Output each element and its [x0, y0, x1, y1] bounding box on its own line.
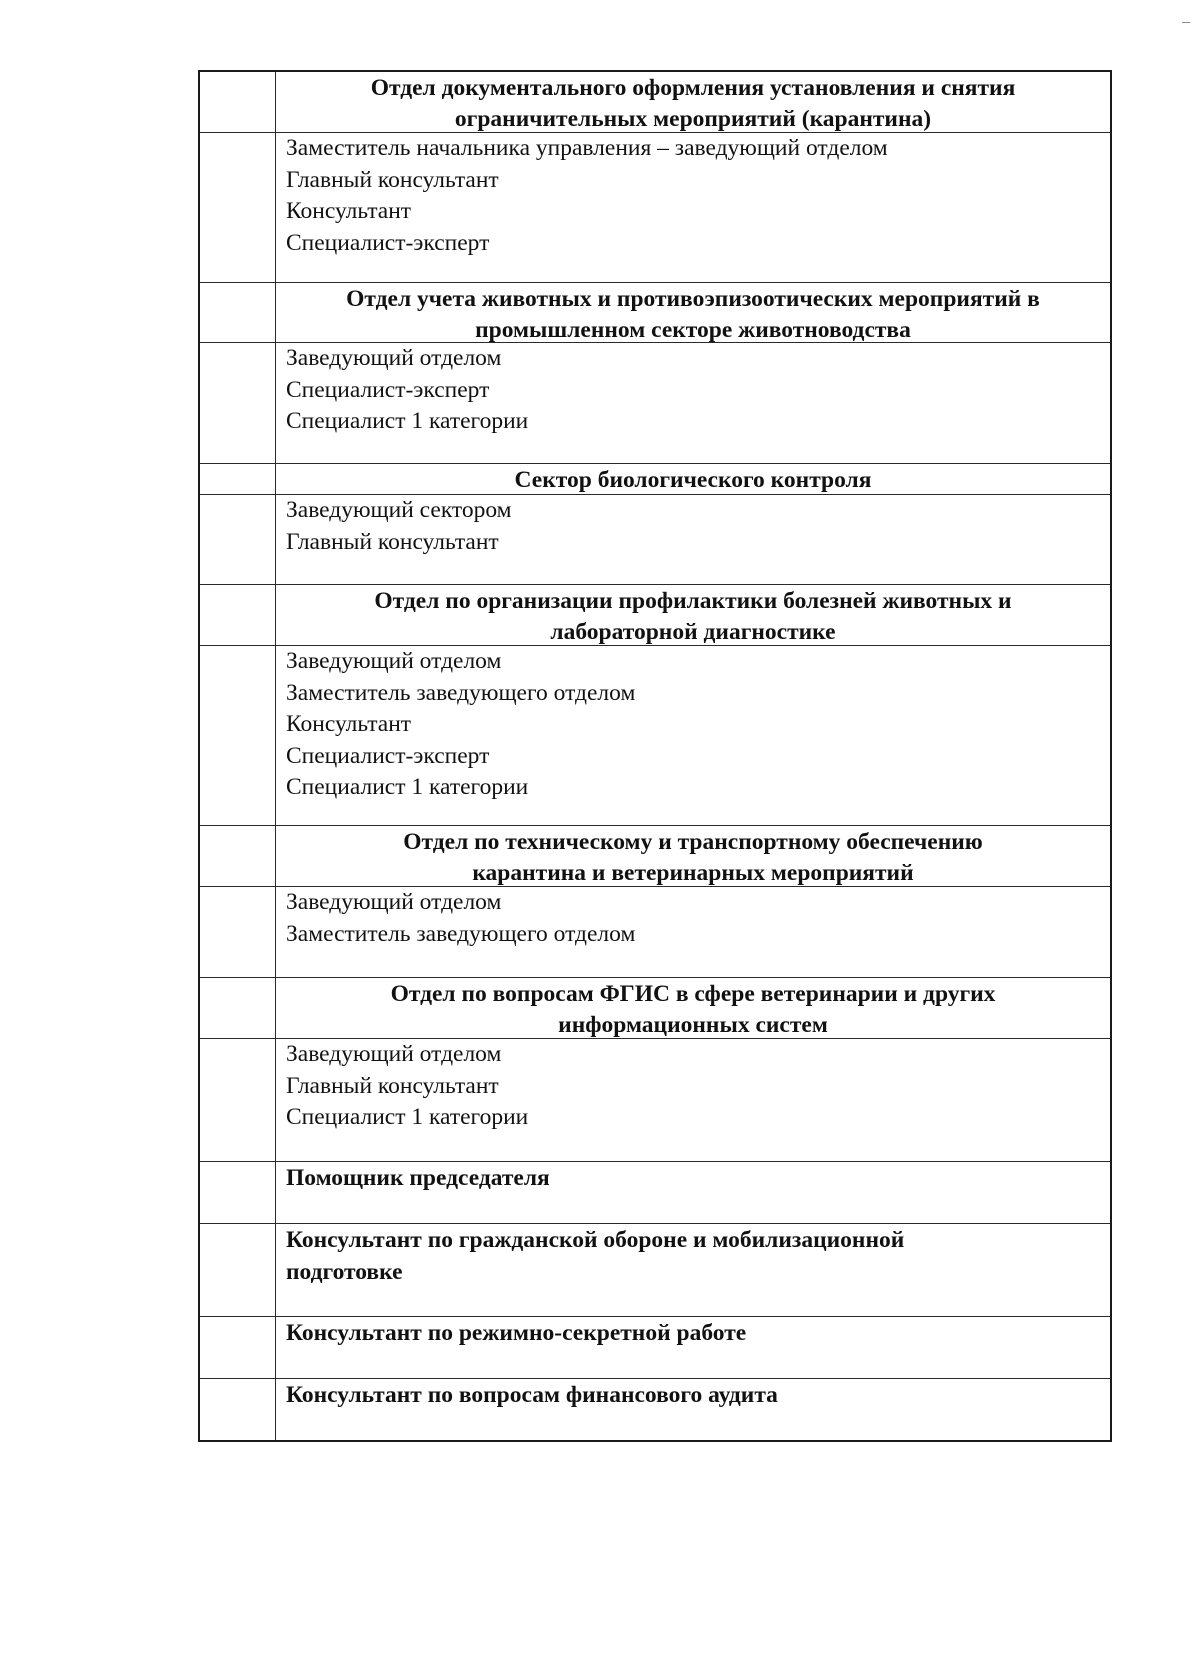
section-header-row [200, 463, 1110, 494]
single-position-line: Консультант по гражданской обороне и мобилизационной [286, 1227, 905, 1253]
section-positions-row [200, 886, 1110, 977]
section-title-line: Отдел учета животных и противоэпизоотических мероприятий в [346, 286, 1040, 312]
section-header-row [200, 282, 1110, 342]
single-position-row [200, 1316, 1110, 1378]
section-title-line: Отдел по вопросам ФГИС в сфере ветеринарии и других [390, 981, 996, 1007]
position-item: Специалист-эксперт [286, 229, 490, 256]
single-position-title [276, 1162, 1110, 1223]
position-item: Консультант [286, 711, 412, 737]
section-title [276, 585, 1110, 645]
number-cell [200, 283, 276, 342]
section-header-row [200, 584, 1110, 645]
position-item: Заместитель начальника управления – заведующий отделом [286, 135, 888, 161]
number-cell [200, 133, 276, 282]
single-position-row [200, 1223, 1110, 1316]
section-header-row [200, 825, 1110, 886]
section-title-line: Отдел по техническому и транспортному обеспечению [403, 829, 983, 855]
position-item: Заведующий отделом [286, 1041, 502, 1067]
number-cell [200, 1039, 276, 1161]
section-title-line: Отдел документального оформления установления и снятия [370, 75, 1016, 101]
section-title [276, 978, 1110, 1038]
section-header-row [200, 977, 1110, 1038]
positions-list [276, 495, 1110, 584]
single-position-title [276, 1379, 1110, 1440]
number-cell [200, 887, 276, 977]
position-item: Главный консультант [286, 166, 499, 193]
position-item: Заместитель заведующего отделом [286, 679, 636, 706]
position-item: Специалист-эксперт [286, 742, 490, 769]
section-positions-row [200, 1038, 1110, 1161]
positions-list [276, 887, 1110, 977]
single-position-row [200, 1378, 1110, 1440]
section-positions-row [200, 645, 1110, 825]
number-cell [200, 343, 276, 463]
section-title [276, 464, 1110, 494]
single-position-line: подготовке [286, 1258, 403, 1285]
positions-list [276, 646, 1110, 825]
position-item: Заведующий отделом [286, 889, 502, 915]
section-title [276, 72, 1110, 132]
number-cell [200, 1317, 276, 1378]
single-position-line: Консультант по вопросам финансового аудита [286, 1382, 778, 1408]
positions-list [276, 343, 1110, 463]
scan-mark [1182, 22, 1190, 23]
position-item: Заместитель заведующего отделом [286, 920, 636, 947]
section-header-row [200, 72, 1110, 132]
number-cell [200, 826, 276, 886]
positions-list [276, 133, 1110, 282]
number-cell [200, 978, 276, 1038]
section-positions-row [200, 494, 1110, 584]
position-item: Специалист 1 категории [286, 1104, 529, 1130]
section-title-line: Отдел по организации профилактики болезней животных и [374, 588, 1012, 614]
position-item: Заведующий сектором [286, 497, 512, 523]
position-item: Консультант [286, 198, 412, 224]
section-title-line: карантина и ветеринарных мероприятий [472, 860, 914, 886]
number-cell [200, 646, 276, 825]
number-cell [200, 495, 276, 584]
position-item: Специалист 1 категории [286, 408, 529, 434]
position-item: Главный консультант [286, 1072, 499, 1099]
single-position-line: Помощник председателя [286, 1165, 550, 1191]
single-position-title [276, 1224, 1110, 1316]
single-position-title [276, 1317, 1110, 1378]
single-position-row [200, 1161, 1110, 1223]
section-title [276, 826, 1110, 886]
number-cell [200, 585, 276, 645]
single-position-line: Консультант по режимно-секретной работе [286, 1320, 747, 1346]
positions-list [276, 1039, 1110, 1161]
position-item: Заведующий отделом [286, 345, 502, 371]
section-title-line: ограничительных мероприятий (карантина) [454, 106, 932, 132]
section-positions-row [200, 132, 1110, 282]
section-title-line: лабораторной диагностике [550, 619, 836, 645]
staff-structure-table [198, 70, 1112, 1442]
position-item: Специалист 1 категории [286, 774, 529, 800]
section-title-line: информационных систем [558, 1012, 828, 1038]
number-cell [200, 72, 276, 132]
position-item: Главный консультант [286, 528, 499, 555]
section-positions-row [200, 342, 1110, 463]
position-item: Специалист-эксперт [286, 376, 490, 403]
position-item: Заведующий отделом [286, 648, 502, 674]
number-cell [200, 1379, 276, 1440]
number-cell [200, 1224, 276, 1316]
number-cell [200, 1162, 276, 1223]
number-cell [200, 464, 276, 494]
section-title-line: Сектор биологического контроля [514, 467, 872, 493]
section-title-line: промышленном секторе животноводства [475, 317, 911, 343]
section-title [276, 283, 1110, 342]
